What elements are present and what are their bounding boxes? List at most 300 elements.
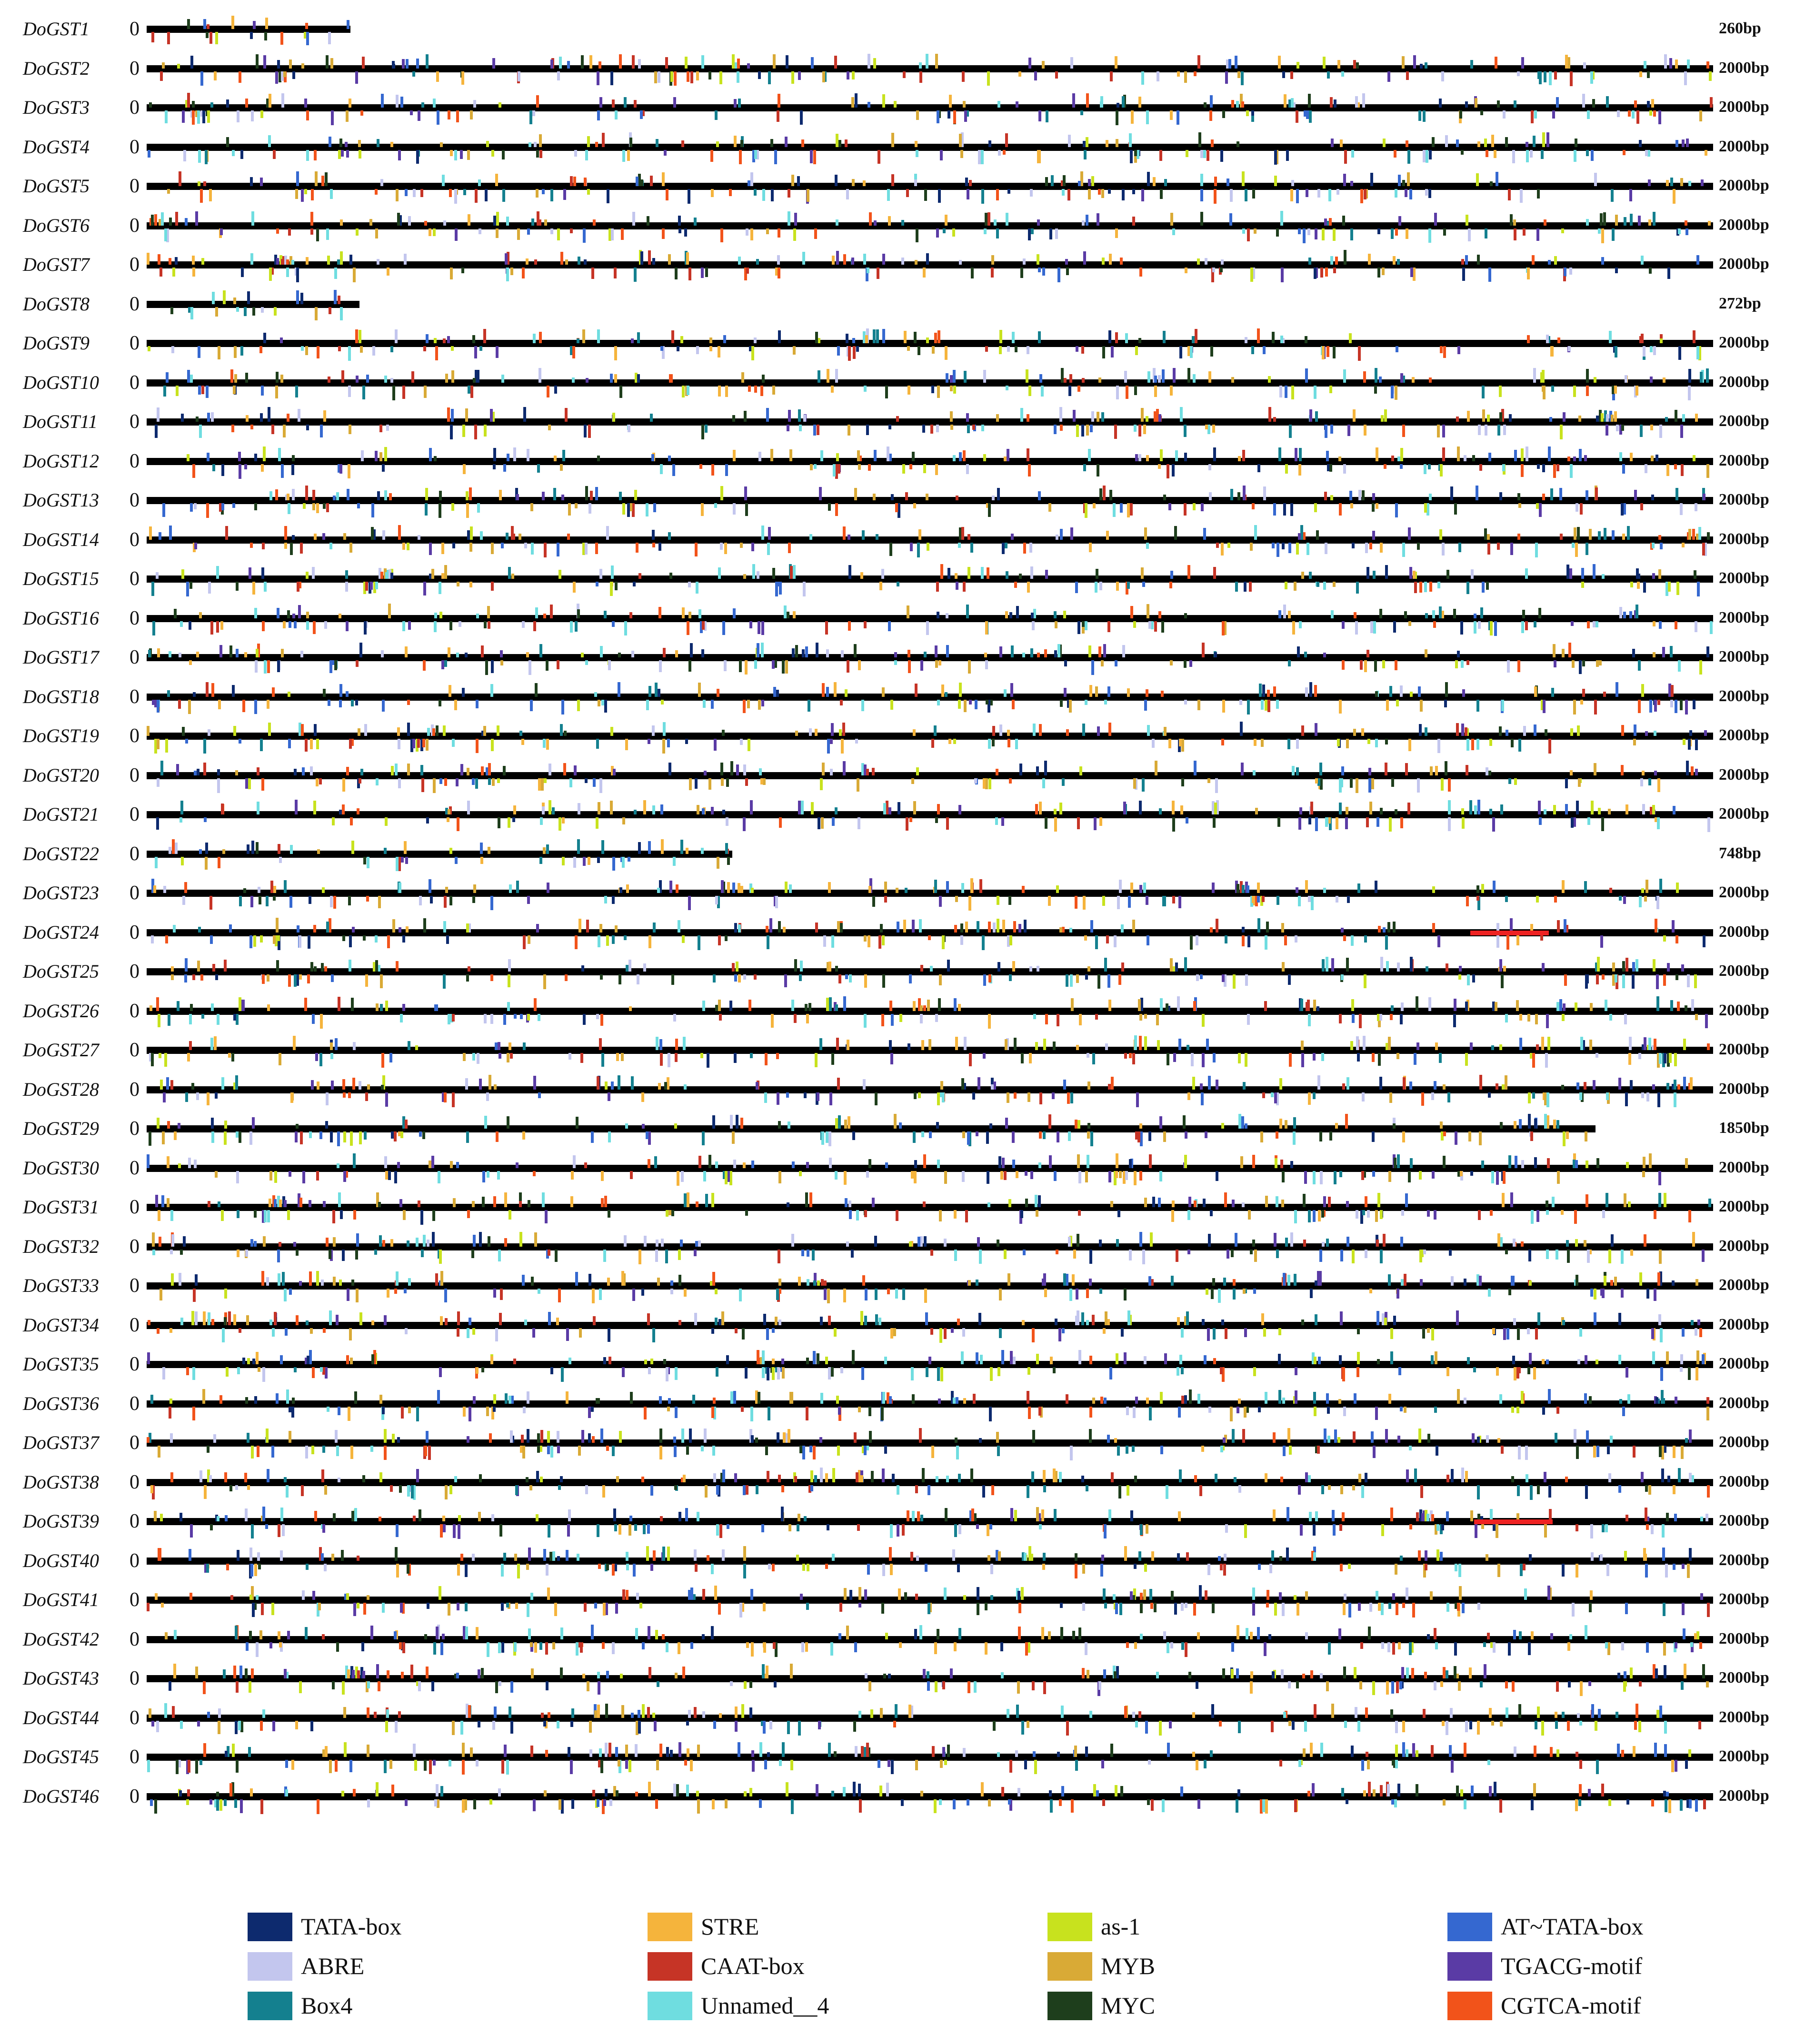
gene-row: [0, 288, 1805, 317]
cis-element-mark: [434, 456, 437, 461]
cis-element-mark: [461, 268, 464, 273]
cis-element-mark: [1030, 566, 1033, 579]
cis-element-mark: [898, 802, 900, 814]
cis-element-mark: [972, 425, 975, 430]
cis-element-mark: [1329, 386, 1332, 393]
cis-element-mark: [827, 369, 829, 383]
cis-element-mark: [999, 646, 1002, 657]
cis-element-mark: [294, 769, 297, 775]
gene-start-label: 0: [130, 843, 140, 865]
cis-element-mark: [585, 660, 588, 665]
cis-element-mark: [1247, 228, 1250, 241]
cis-element-mark: [855, 93, 858, 108]
cis-element-mark: [1006, 213, 1008, 226]
cis-element-mark: [1594, 700, 1597, 714]
cis-element-mark: [236, 307, 239, 312]
cis-element-mark: [1574, 150, 1576, 162]
cis-element-mark: [757, 643, 759, 657]
cis-element-mark: [1462, 689, 1465, 697]
cis-element-mark: [312, 503, 315, 510]
cis-element-mark: [838, 464, 840, 474]
cis-element-mark: [1131, 110, 1134, 124]
cis-element-mark: [196, 417, 199, 422]
cis-element-mark: [462, 688, 465, 697]
cis-element-mark: [950, 425, 953, 430]
cis-element-mark: [1612, 228, 1615, 241]
cis-element-mark: [1594, 173, 1597, 186]
cis-element-mark: [714, 503, 717, 508]
cis-element-mark: [624, 97, 627, 108]
cis-element-mark: [1382, 268, 1385, 275]
gene-start-label: 0: [130, 1000, 140, 1022]
cis-element-mark: [427, 728, 430, 736]
cis-element-mark: [1241, 101, 1244, 108]
cis-element-mark: [1227, 543, 1230, 548]
cis-element-mark: [887, 189, 890, 201]
cis-element-mark: [1638, 660, 1641, 671]
cis-element-mark: [661, 700, 664, 704]
cis-element-mark: [1344, 250, 1346, 265]
cis-element-mark: [1565, 55, 1568, 69]
cis-element-mark: [183, 150, 186, 161]
cis-element-mark: [744, 411, 747, 422]
cis-element-mark: [295, 386, 298, 397]
cis-element-mark: [501, 375, 504, 383]
cis-element-mark: [1106, 140, 1108, 147]
gene-row: [0, 759, 1805, 788]
cis-element-mark: [1315, 411, 1318, 422]
cis-element-mark: [542, 189, 545, 194]
cis-element-mark: [1660, 338, 1663, 343]
cis-element-mark: [207, 453, 209, 461]
gene-name: DoGST25: [23, 960, 99, 982]
cis-element-mark: [1083, 251, 1086, 265]
cis-element-mark: [830, 739, 833, 744]
cis-element-mark: [1084, 150, 1087, 159]
cis-element-mark: [578, 803, 580, 814]
cis-element-mark: [906, 817, 908, 831]
gene-start-label: 0: [130, 253, 140, 276]
cis-element-mark: [1018, 71, 1021, 77]
cis-element-mark: [725, 386, 728, 397]
cis-element-mark: [1358, 346, 1361, 361]
cis-element-mark: [619, 54, 622, 69]
gene-name: DoGST4: [23, 136, 90, 158]
cis-element-mark: [1387, 71, 1390, 82]
cis-element-mark: [682, 386, 685, 397]
cis-element-mark: [574, 150, 577, 157]
cis-element-mark: [440, 142, 443, 147]
cis-element-mark: [1201, 503, 1204, 511]
cis-element-mark: [1077, 386, 1080, 392]
cis-element-mark: [1305, 368, 1308, 383]
cis-element-mark: [413, 189, 416, 197]
cis-element-mark: [1598, 808, 1601, 814]
cis-element-mark: [987, 212, 990, 226]
cis-element-mark: [1674, 464, 1677, 469]
cis-element-mark: [475, 189, 478, 203]
cis-element-mark: [209, 32, 212, 44]
cis-element-mark: [1582, 660, 1585, 666]
cis-element-mark: [1508, 778, 1511, 784]
gene-length-label: 2000bp: [1719, 1041, 1769, 1059]
cis-element-mark: [156, 572, 159, 579]
cis-element-mark: [426, 54, 429, 69]
cis-element-mark: [360, 769, 363, 775]
cis-element-mark: [1596, 660, 1599, 667]
cis-element-mark: [306, 572, 309, 579]
gene-length-label: 2000bp: [1719, 59, 1769, 77]
cis-element-mark: [868, 54, 870, 69]
cis-element-mark: [454, 150, 457, 160]
cis-element-mark: [811, 57, 814, 69]
cis-element-mark: [472, 778, 475, 785]
cis-element-mark: [1474, 621, 1476, 634]
cis-element-mark: [594, 692, 597, 697]
cis-element-mark: [1425, 727, 1427, 736]
cis-element-mark: [1034, 71, 1037, 80]
cis-element-mark: [1210, 346, 1213, 357]
cis-element-mark: [292, 455, 295, 461]
cis-element-mark: [329, 660, 332, 673]
cis-element-mark: [1675, 621, 1677, 629]
cis-element-mark: [1124, 371, 1127, 383]
cis-element-mark: [1126, 386, 1128, 399]
cis-element-mark: [232, 685, 235, 697]
cis-element-mark: [405, 189, 408, 196]
cis-element-mark: [1308, 258, 1311, 265]
cis-element-mark: [590, 491, 593, 500]
cis-element-mark: [772, 568, 775, 579]
cis-element-mark: [151, 32, 154, 42]
cis-element-mark: [924, 189, 927, 201]
cis-element-mark: [969, 180, 972, 186]
cis-element-mark: [945, 215, 947, 226]
cis-element-mark: [778, 94, 780, 108]
cis-element-mark: [182, 727, 185, 736]
cis-element-mark: [1542, 464, 1545, 472]
cis-element-mark: [701, 55, 704, 69]
cis-element-mark: [604, 700, 607, 713]
cis-element-mark: [726, 778, 729, 787]
cis-element-mark: [1268, 376, 1271, 383]
cis-element-mark: [950, 411, 953, 422]
cis-element-mark: [722, 810, 725, 814]
cis-element-mark: [1082, 378, 1085, 383]
cis-element-mark: [958, 805, 961, 814]
cis-element-mark: [402, 621, 405, 631]
cis-element-mark: [768, 71, 771, 84]
cis-element-mark: [1159, 808, 1162, 814]
cis-element-mark: [488, 621, 490, 629]
cis-element-mark: [1002, 543, 1005, 554]
cis-element-mark: [822, 763, 825, 775]
cis-element-mark: [1621, 503, 1624, 516]
cis-element-mark: [1237, 71, 1240, 78]
cis-element-mark: [340, 307, 343, 320]
cis-element-mark: [698, 609, 701, 618]
gene-start-label: 0: [130, 646, 140, 669]
cis-element-mark: [660, 464, 663, 474]
cis-element-mark: [548, 425, 551, 430]
cis-element-mark: [190, 503, 193, 512]
cis-element-mark: [341, 150, 344, 157]
cis-element-mark: [1494, 150, 1496, 158]
cis-element-mark: [1693, 330, 1695, 343]
cis-element-mark: [656, 139, 658, 147]
cis-element-mark: [565, 259, 568, 265]
cis-element-mark: [1461, 259, 1464, 265]
cis-element-mark: [185, 739, 188, 744]
cis-element-mark: [447, 817, 449, 822]
cis-element-mark: [1428, 464, 1431, 469]
cis-element-mark: [675, 268, 678, 279]
cis-element-mark: [469, 487, 472, 500]
cis-element-mark: [1423, 150, 1426, 162]
cis-element-mark: [476, 614, 479, 618]
cis-element-mark: [1651, 456, 1654, 461]
cis-element-mark: [569, 778, 572, 787]
cis-element-mark: [946, 817, 949, 830]
cis-element-mark: [1381, 415, 1384, 422]
cis-element-mark: [671, 330, 674, 343]
cis-element-mark: [570, 621, 573, 633]
cis-element-mark: [256, 54, 259, 69]
cis-element-mark: [1384, 464, 1386, 469]
cis-element-mark: [970, 543, 973, 553]
cis-element-mark: [1629, 611, 1632, 618]
cis-element-mark: [1068, 135, 1071, 147]
cis-element-mark: [1180, 407, 1183, 422]
cis-element-mark: [1153, 177, 1156, 186]
cis-element-mark: [1101, 189, 1104, 198]
cis-element-mark: [963, 101, 966, 108]
cis-element-mark: [557, 660, 559, 669]
cis-element-mark: [232, 503, 235, 508]
cis-element-mark: [169, 218, 172, 226]
cis-element-mark: [1419, 582, 1422, 593]
cis-element-mark: [412, 71, 415, 77]
cis-element-mark: [1042, 778, 1045, 788]
cis-element-mark: [652, 725, 655, 736]
cis-element-mark: [974, 778, 977, 784]
cis-element-mark: [1593, 621, 1596, 627]
cis-element-mark: [1673, 806, 1675, 814]
cis-element-mark: [1144, 527, 1147, 540]
promoter-track: [147, 222, 1713, 229]
cis-element-mark: [1697, 582, 1700, 596]
cis-element-mark: [171, 346, 174, 353]
cis-element-mark: [905, 492, 908, 500]
cis-element-mark: [1374, 660, 1377, 672]
cis-element-mark: [1184, 503, 1187, 516]
cis-element-mark: [1138, 425, 1141, 437]
cis-element-mark: [1360, 189, 1363, 203]
cis-element-mark: [1600, 213, 1603, 226]
cis-element-mark: [1667, 268, 1670, 279]
cis-element-mark: [1060, 529, 1063, 540]
cis-element-mark: [1442, 543, 1445, 556]
cis-element-mark: [1289, 425, 1292, 438]
cis-element-mark: [926, 54, 928, 69]
cis-element-mark: [843, 526, 846, 540]
cis-element-mark: [1650, 346, 1653, 352]
cis-element-mark: [1525, 568, 1528, 579]
cis-element-mark: [1129, 133, 1132, 147]
cis-element-mark: [748, 739, 750, 751]
cis-element-mark: [240, 346, 243, 356]
gene-start-label: 0: [130, 1353, 140, 1376]
cis-element-mark: [473, 100, 476, 108]
cis-element-mark: [1443, 346, 1446, 358]
cis-element-mark: [1108, 330, 1111, 343]
cis-element-mark: [1292, 766, 1295, 775]
cis-element-mark: [1683, 739, 1685, 745]
cis-element-mark: [1298, 228, 1301, 234]
cis-element-mark: [524, 543, 527, 548]
cis-element-mark: [1681, 464, 1684, 476]
cis-element-mark: [703, 700, 706, 708]
cis-element-mark: [1306, 543, 1309, 555]
cis-element-mark: [1710, 97, 1713, 108]
cis-element-mark: [864, 621, 867, 628]
cis-element-mark: [277, 660, 280, 672]
cis-element-mark: [1466, 582, 1469, 594]
cis-element-mark: [180, 801, 183, 814]
cis-element-mark: [292, 535, 295, 540]
cis-element-mark: [429, 543, 432, 555]
cis-element-mark: [867, 268, 869, 273]
cis-element-mark: [1296, 62, 1299, 69]
cis-element-mark: [685, 57, 688, 69]
cis-element-mark: [611, 566, 614, 579]
cis-element-mark: [201, 258, 204, 265]
cis-element-mark: [557, 543, 559, 556]
cis-element-mark: [1221, 739, 1224, 745]
cis-element-mark: [548, 800, 551, 814]
cis-element-mark: [1537, 71, 1540, 79]
cis-element-mark: [747, 63, 750, 69]
cis-element-mark: [1116, 110, 1118, 125]
gene-start-label: 0: [130, 332, 140, 355]
cis-element-mark: [488, 778, 491, 785]
cis-element-mark: [230, 369, 233, 383]
cis-element-mark: [203, 739, 206, 754]
cis-element-mark: [424, 221, 427, 226]
cis-element-mark: [761, 643, 764, 657]
cis-element-mark: [1278, 610, 1281, 618]
cis-element-mark: [263, 333, 266, 343]
cis-element-mark: [918, 529, 921, 540]
cis-element-mark: [743, 764, 746, 775]
cis-element-mark: [896, 416, 899, 422]
cis-element-mark: [688, 268, 691, 280]
cis-element-mark: [1059, 803, 1062, 814]
cis-element-mark: [916, 150, 918, 157]
cis-element-mark: [506, 533, 509, 540]
cis-element-mark: [724, 543, 727, 554]
cis-element-mark: [953, 455, 956, 461]
cis-element-mark: [169, 651, 171, 657]
cis-element-mark: [1254, 228, 1257, 234]
cis-element-mark: [1330, 97, 1333, 108]
cis-element-mark: [207, 24, 209, 29]
cis-element-mark: [733, 608, 736, 618]
cis-element-mark: [1354, 612, 1356, 618]
cis-element-mark: [1116, 386, 1119, 399]
cis-element-mark: [1292, 621, 1295, 635]
cis-element-mark: [1393, 256, 1396, 265]
cis-element-mark: [1170, 571, 1173, 579]
cis-element-mark: [351, 700, 354, 706]
cis-element-mark: [598, 61, 601, 69]
cis-element-mark: [1579, 660, 1582, 674]
cis-element-mark: [595, 543, 598, 554]
cis-element-mark: [1517, 493, 1520, 500]
cis-element-mark: [534, 259, 537, 265]
cis-element-mark: [1383, 139, 1386, 147]
cis-element-mark: [967, 425, 970, 433]
cis-element-mark: [587, 189, 590, 195]
cis-element-mark: [286, 259, 289, 265]
cis-element-mark: [975, 700, 977, 709]
cis-element-mark: [1037, 150, 1040, 163]
cis-element-mark: [423, 660, 426, 671]
gene-row: [0, 13, 1805, 41]
cis-element-mark: [981, 189, 984, 204]
cis-element-mark: [1395, 189, 1397, 198]
cis-element-mark: [1510, 214, 1513, 226]
cis-element-mark: [330, 58, 333, 69]
cis-element-mark: [1304, 110, 1306, 117]
cis-element-mark: [1461, 660, 1464, 668]
cis-element-mark: [991, 268, 994, 278]
cis-element-mark: [1116, 582, 1119, 591]
cis-element-mark: [1635, 605, 1638, 618]
cis-element-mark: [839, 729, 842, 736]
cis-element-mark: [771, 189, 774, 201]
cis-element-mark: [1320, 268, 1323, 278]
cis-element-mark: [252, 582, 255, 595]
cis-element-mark: [1012, 332, 1015, 343]
cis-element-mark: [1705, 150, 1707, 156]
cis-element-mark: [410, 110, 413, 115]
cis-element-mark: [1572, 660, 1575, 668]
cis-element-mark: [1375, 368, 1377, 383]
cis-element-mark: [147, 726, 150, 736]
cis-element-mark: [738, 257, 741, 265]
cis-element-mark: [1016, 606, 1019, 618]
cis-element-mark: [1639, 71, 1642, 77]
cis-element-mark: [502, 189, 505, 202]
cis-element-mark: [1257, 464, 1260, 472]
cis-element-mark: [1288, 543, 1291, 553]
cis-element-mark: [1175, 450, 1178, 461]
gene-name: DoGST11: [23, 410, 98, 433]
cis-element-mark: [175, 212, 178, 226]
cis-element-mark: [1200, 212, 1203, 226]
cis-element-mark: [1142, 778, 1145, 792]
cis-element-mark: [926, 494, 928, 500]
cis-element-mark: [346, 150, 349, 158]
cis-element-mark: [398, 739, 400, 749]
cis-element-mark: [1601, 413, 1604, 422]
cis-element-mark: [1428, 189, 1431, 198]
cis-element-mark: [1154, 411, 1157, 422]
cis-element-mark: [1125, 333, 1128, 343]
cis-element-mark: [1423, 110, 1426, 122]
cis-element-mark: [1398, 175, 1401, 186]
